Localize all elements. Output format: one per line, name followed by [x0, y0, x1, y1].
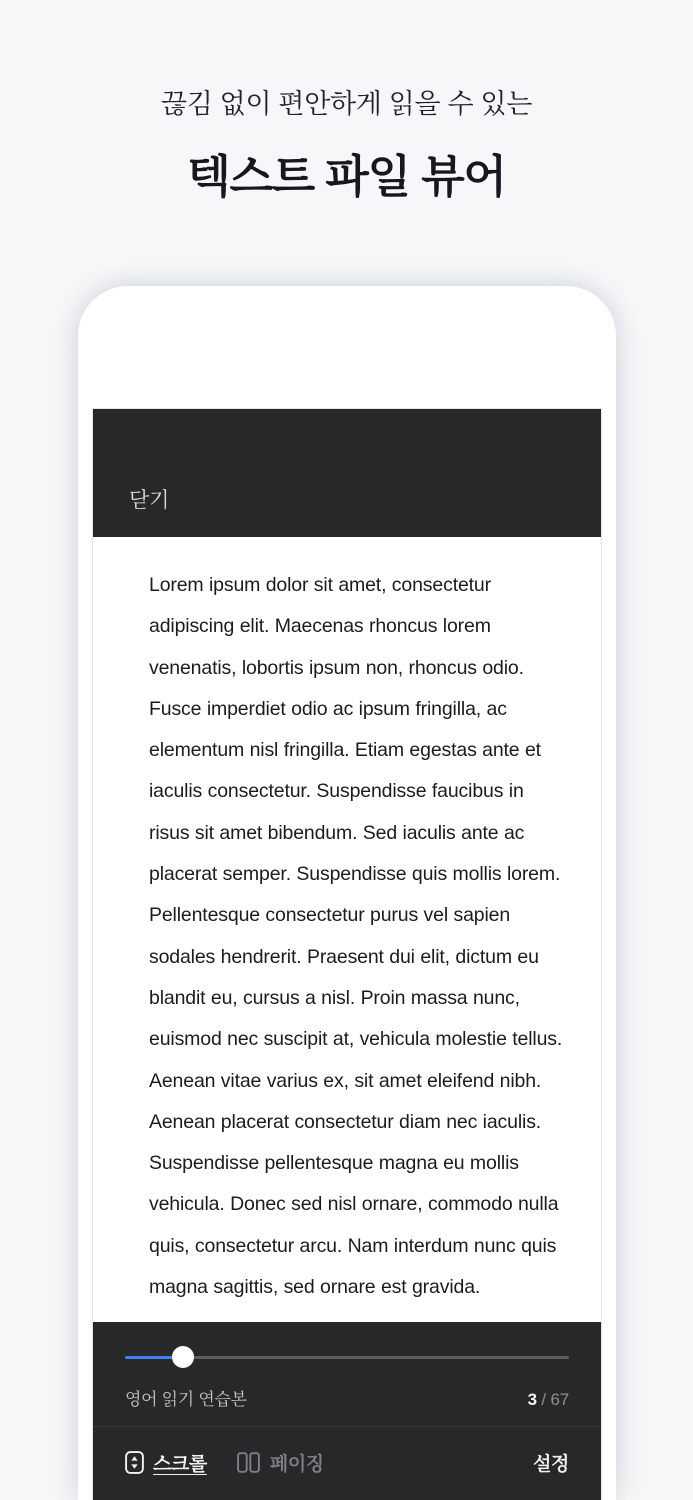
paging-icon	[237, 1451, 261, 1474]
progress-meta-row	[125, 1385, 569, 1410]
mode-button-scroll[interactable]	[125, 1449, 207, 1476]
promo-header	[0, 0, 693, 207]
page-total: 67	[550, 1390, 569, 1409]
close-button[interactable]: 닫기	[129, 489, 170, 512]
phone-frame	[78, 286, 616, 1500]
reader-content-area[interactable]	[93, 537, 601, 1343]
page-indicator	[528, 1390, 569, 1410]
promo-subtitle: 끊김 없이 편안하게 읽을 수 있는	[160, 89, 533, 119]
progress-section	[93, 1322, 601, 1426]
settings-button[interactable]: 설정	[533, 1454, 569, 1475]
mode-label-scroll: 스크롤	[153, 1454, 207, 1475]
promo-title: 텍스트 파일 뷰어	[187, 151, 506, 203]
progress-slider[interactable]	[125, 1346, 569, 1368]
mode-bar	[93, 1427, 601, 1500]
reader-paragraph: Lorem ipsum dolor sit amet, consectetur adipiscing elit. Maecenas rhoncus lorem venenatis, lobortis ipsum non, rhoncus odio. Fusce imperdiet odio ac ipsum fringilla, ac elementum nisl fringilla. Etiam egestas ante et iaculis consectetur. Suspendisse faucibus in risus sit amet bibendum. Sed iaculis ante ac placerat semper. Suspendisse quis mollis lorem. Pellentesque consectetur purus vel sapien sodales hendrerit. Praesent dui elit, dictum eu blandit eu, cursus a nisl. Proin massa nunc, euismod nec suscipit at, vehicula molestie tellus. Aenean vitae varius ex, sit amet eleifend nibh. Aenean placerat consectetur diam nec iaculis. Suspendisse pellentesque magna eu mollis vehicula. Donec sed nisl ornare, commodo nulla quis, consectetur arcu. Nam interdum nunc quis magna sagittis, sed ornare est gravida.	[149, 574, 563, 1299]
slider-thumb[interactable]	[172, 1346, 194, 1368]
mode-label-paging: 페이징	[269, 1454, 324, 1475]
file-name-label: 영어 읽기 연습본	[125, 1390, 247, 1409]
page-separator: /	[536, 1390, 551, 1409]
app-screen	[92, 408, 602, 1500]
page-current: 3	[527, 1390, 537, 1409]
bottom-control-panel	[93, 1322, 601, 1500]
app-topbar	[93, 409, 601, 537]
mode-button-paging[interactable]	[237, 1449, 324, 1476]
scroll-icon	[125, 1451, 144, 1474]
